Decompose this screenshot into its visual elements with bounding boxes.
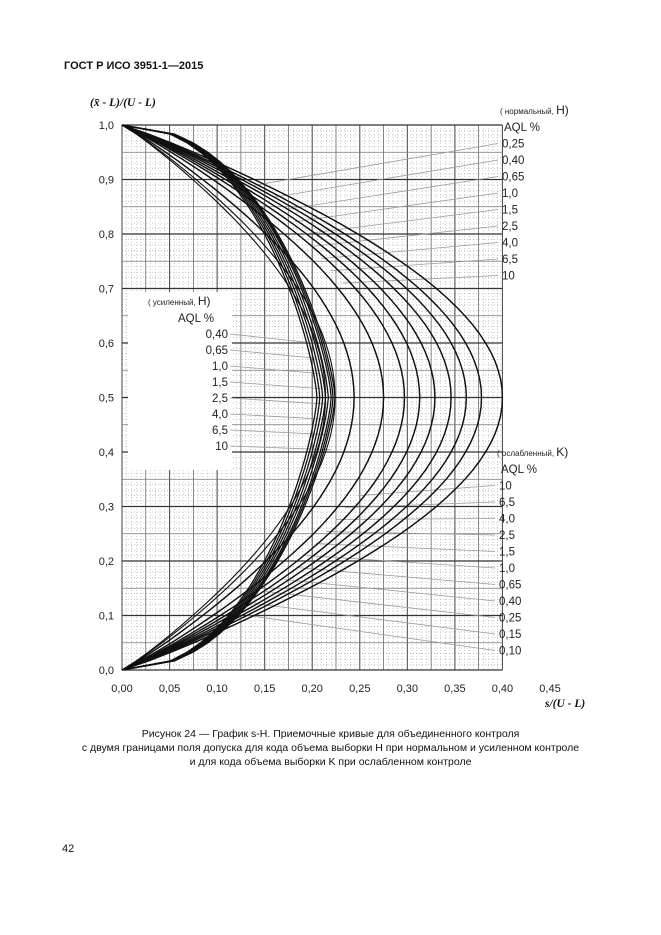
leader-line — [230, 334, 313, 343]
legend-item-aql: 0,65 — [205, 345, 228, 357]
x-tick-label: 0,05 — [158, 683, 181, 695]
y-tick-label: 0,4 — [98, 447, 114, 459]
x-tick-label: 0,00 — [111, 683, 133, 695]
legend-item-aql: 0,40 — [205, 329, 228, 341]
x-tick-label: 0,15 — [253, 683, 276, 695]
legend-item-aql: 4,0 — [212, 409, 228, 421]
y-tick-label: 0,8 — [98, 229, 114, 241]
y-tick-label: 0,9 — [98, 174, 114, 187]
legend-item-aql: 2,5 — [212, 393, 228, 405]
y-tick-label: 0,6 — [98, 338, 114, 350]
figure-caption — [0, 727, 661, 769]
x-axis-label: s/(U - L) — [545, 698, 586, 710]
leader-line — [230, 366, 319, 374]
y-tick-label: 1,0 — [98, 120, 114, 132]
legend-item-aql: 0,10 — [499, 645, 522, 658]
legend-item-aql: 0,65 — [499, 579, 522, 592]
legend-code: H) — [556, 103, 569, 117]
legend-item-aql: 6,5 — [499, 497, 515, 509]
legend-title: ( нормальный, H) — [500, 103, 569, 117]
leader-line — [266, 592, 495, 618]
y-tick-label: 0,7 — [98, 283, 114, 296]
legend-item-aql: 6,5 — [502, 254, 518, 266]
legend-item-aql: 0,40 — [499, 596, 522, 608]
y-tick-label: 0,2 — [98, 556, 114, 568]
leader-line — [286, 177, 498, 210]
y-tick-label: 0,0 — [98, 665, 114, 677]
legend-item-aql: 0,25 — [499, 612, 522, 625]
leader-line — [254, 604, 495, 634]
page-number: 42 — [62, 843, 75, 855]
x-tick-label: 0,45 — [539, 683, 561, 695]
legend-item-aql: 2,5 — [499, 530, 515, 542]
legend-item-aql: 1,5 — [212, 377, 228, 389]
legend-item-aql: 0,40 — [502, 155, 525, 167]
legend-item-aql: 6,5 — [212, 425, 228, 437]
leader-line — [230, 382, 321, 389]
legend-code: K) — [556, 445, 569, 459]
legend-item-aql: 4,0 — [499, 513, 515, 526]
legend-aql-label: AQL % — [504, 122, 541, 134]
caption-line-3: и для кода объема выборки K при ослабленном контроле — [189, 756, 472, 768]
caption-line-2: с двумя границами поля допуска для кода объема выборки H при нормальном и усиленном контроле — [81, 742, 580, 754]
legend-item-aql: 10 — [502, 270, 515, 283]
x-tick-label: 0,40 — [491, 683, 514, 695]
document-header: ГОСТ Р ИСО 3951-1—2015 — [64, 60, 204, 72]
y-axis-label: (x̄ - L)/(U - L) — [90, 97, 156, 109]
legend-item-aql: 10 — [215, 441, 228, 453]
y-tick-label: 0,5 — [98, 392, 114, 405]
legend-title: ( усиленный, H) — [148, 294, 211, 308]
legend-item-aql: 0,15 — [499, 629, 522, 641]
legend-aql-label: AQL % — [178, 313, 215, 325]
x-tick-label: 0,25 — [349, 683, 371, 695]
legend-item-aql: 2,5 — [502, 221, 518, 233]
legend-item-aql: 1,0 — [502, 188, 518, 200]
legend-title: ( ослабленный, K) — [497, 445, 569, 459]
leader-line — [230, 398, 324, 404]
legend-code: H) — [197, 294, 211, 308]
legend-item-aql: 1,0 — [499, 563, 515, 575]
x-tick-label: 0,35 — [444, 683, 466, 695]
x-axis-ticks — [111, 683, 560, 695]
leader-line — [303, 210, 498, 235]
legend-aql-label: AQL % — [501, 464, 538, 476]
leader-line — [257, 144, 498, 185]
x-tick-label: 0,10 — [206, 683, 228, 695]
legend-item-aql: 4,0 — [502, 237, 518, 250]
legend-item-aql: 1,5 — [499, 546, 515, 559]
leader-line — [297, 568, 495, 585]
leader-line — [316, 544, 495, 552]
caption-line-1: Рисунок 24 — График s-H. Приемочные кривые для объединенного контроля — [141, 728, 520, 740]
y-tick-label: 0,3 — [98, 501, 114, 514]
legend-item-aql: 1,5 — [502, 204, 518, 217]
legend-item-aql: 0,65 — [502, 171, 525, 184]
y-tick-label: 0,1 — [98, 610, 114, 623]
y-axis-ticks — [99, 120, 114, 677]
leader-line — [343, 276, 498, 284]
legend-item-aql: 0,25 — [502, 138, 525, 151]
legend-item-aql: 10 — [499, 480, 512, 493]
x-tick-label: 0,30 — [396, 683, 419, 695]
legend-item-aql: 1,0 — [212, 361, 228, 373]
x-tick-label: 0,20 — [301, 683, 323, 695]
